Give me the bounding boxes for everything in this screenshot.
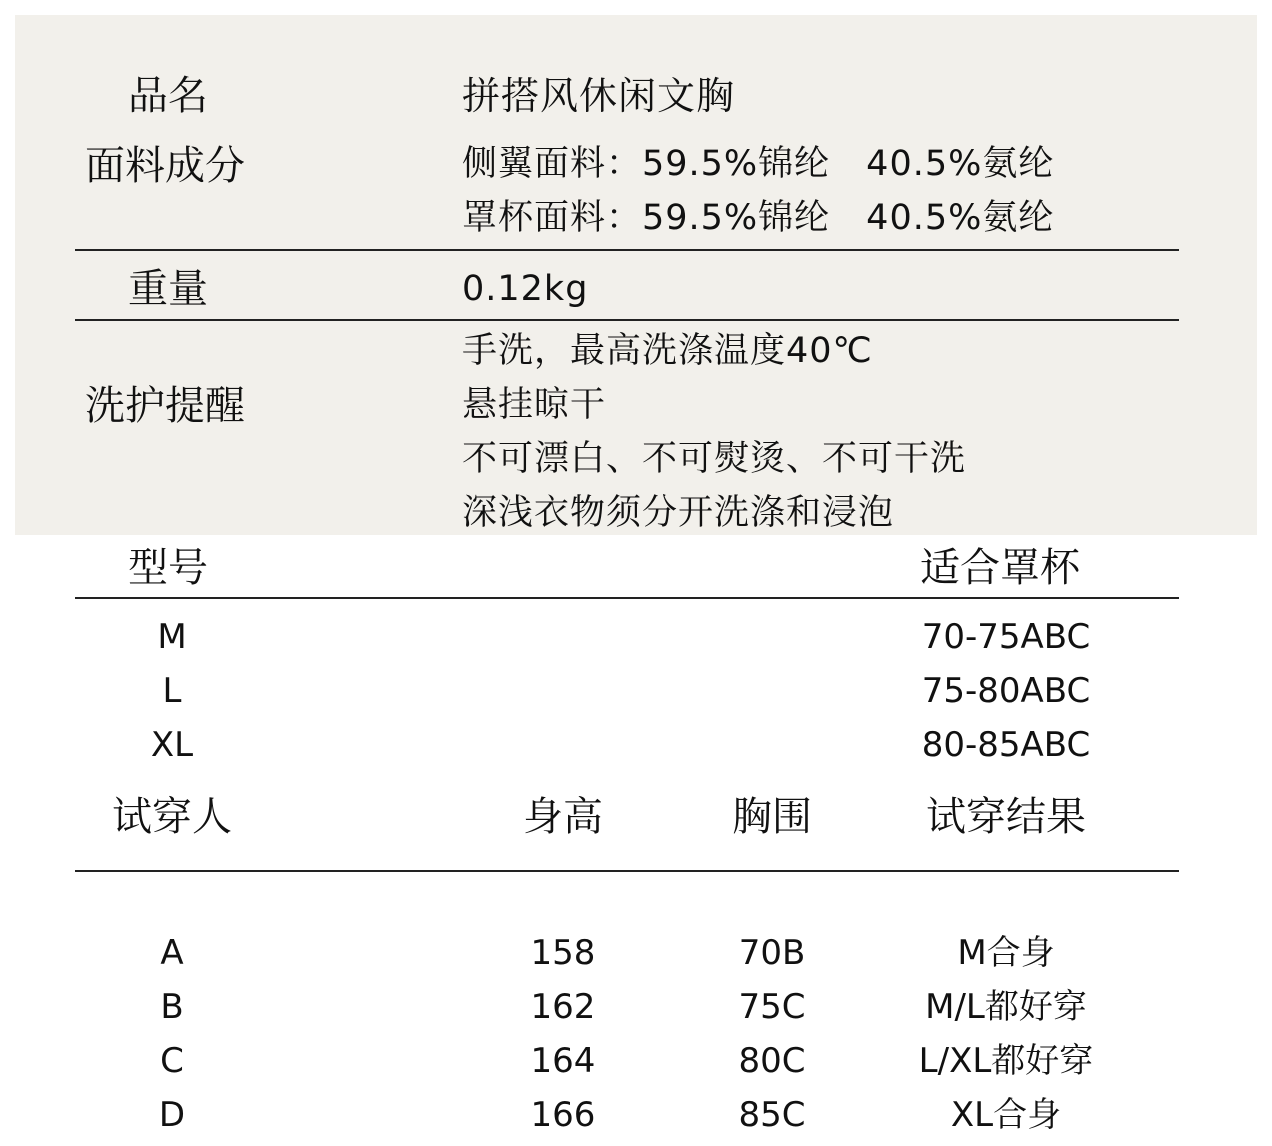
fit-row-b-result: M/L都好穿 <box>925 987 1087 1027</box>
size-table-divider <box>75 597 1179 599</box>
care-line-2: 悬挂晾干 <box>462 385 607 425</box>
size-row-l-size: L <box>162 671 182 711</box>
care-label: 洗护提醒 <box>85 383 245 429</box>
care-line-1: 手洗，最高洗涤温度40℃ <box>462 331 873 371</box>
divider-2 <box>75 319 1179 321</box>
fabric-line-2: 罩杯面料：59.5%锦纶 40.5%氨纶 <box>462 198 1055 238</box>
fabric-label: 面料成分 <box>85 143 245 189</box>
fit-row-d-tester: D <box>158 1095 186 1135</box>
bust-header: 胸围 <box>732 794 812 840</box>
fit-row-d-result: XL合身 <box>950 1095 1062 1135</box>
fit-row-a-bust: 70B <box>738 933 806 973</box>
product-name-label: 品名 <box>128 73 208 119</box>
fit-row-b-bust: 75C <box>738 987 806 1027</box>
size-row-l-cup: 75-80ABC <box>921 671 1091 711</box>
fabric-line-1: 侧翼面料：59.5%锦纶 40.5%氨纶 <box>462 144 1055 184</box>
size-row-m-cup: 70-75ABC <box>921 617 1091 657</box>
size-header: 型号 <box>128 545 208 591</box>
fit-row-d-bust: 85C <box>738 1095 806 1135</box>
fit-row-b-height: 162 <box>530 987 596 1027</box>
care-line-4: 深浅衣物须分开洗涤和浸泡 <box>462 493 895 533</box>
divider-1 <box>75 249 1179 251</box>
result-header: 试穿结果 <box>926 794 1086 840</box>
weight-value: 0.12kg <box>462 269 589 309</box>
height-header: 身高 <box>523 794 603 840</box>
size-row-m-size: M <box>157 617 187 657</box>
fit-row-c-tester: C <box>160 1041 184 1081</box>
product-name-value: 拼搭风休闲文胸 <box>462 74 736 118</box>
fit-row-b-tester: B <box>160 987 184 1027</box>
fit-row-a-result: M合身 <box>957 933 1055 973</box>
fit-row-d-height: 166 <box>530 1095 596 1135</box>
fit-row-a-height: 158 <box>530 933 596 973</box>
size-row-xl-cup: 80-85ABC <box>921 725 1091 765</box>
fit-row-c-result: L/XL都好穿 <box>918 1041 1094 1081</box>
tester-header: 试穿人 <box>112 794 232 840</box>
fit-row-c-bust: 80C <box>738 1041 806 1081</box>
fit-row-a-tester: A <box>160 933 184 973</box>
fit-table-divider <box>75 870 1179 872</box>
weight-label: 重量 <box>128 266 208 312</box>
cup-header: 适合罩杯 <box>920 545 1080 591</box>
fit-row-c-height: 164 <box>530 1041 596 1081</box>
care-line-3: 不可漂白、不可熨烫、不可干洗 <box>462 439 967 479</box>
size-row-xl-size: XL <box>150 725 194 765</box>
